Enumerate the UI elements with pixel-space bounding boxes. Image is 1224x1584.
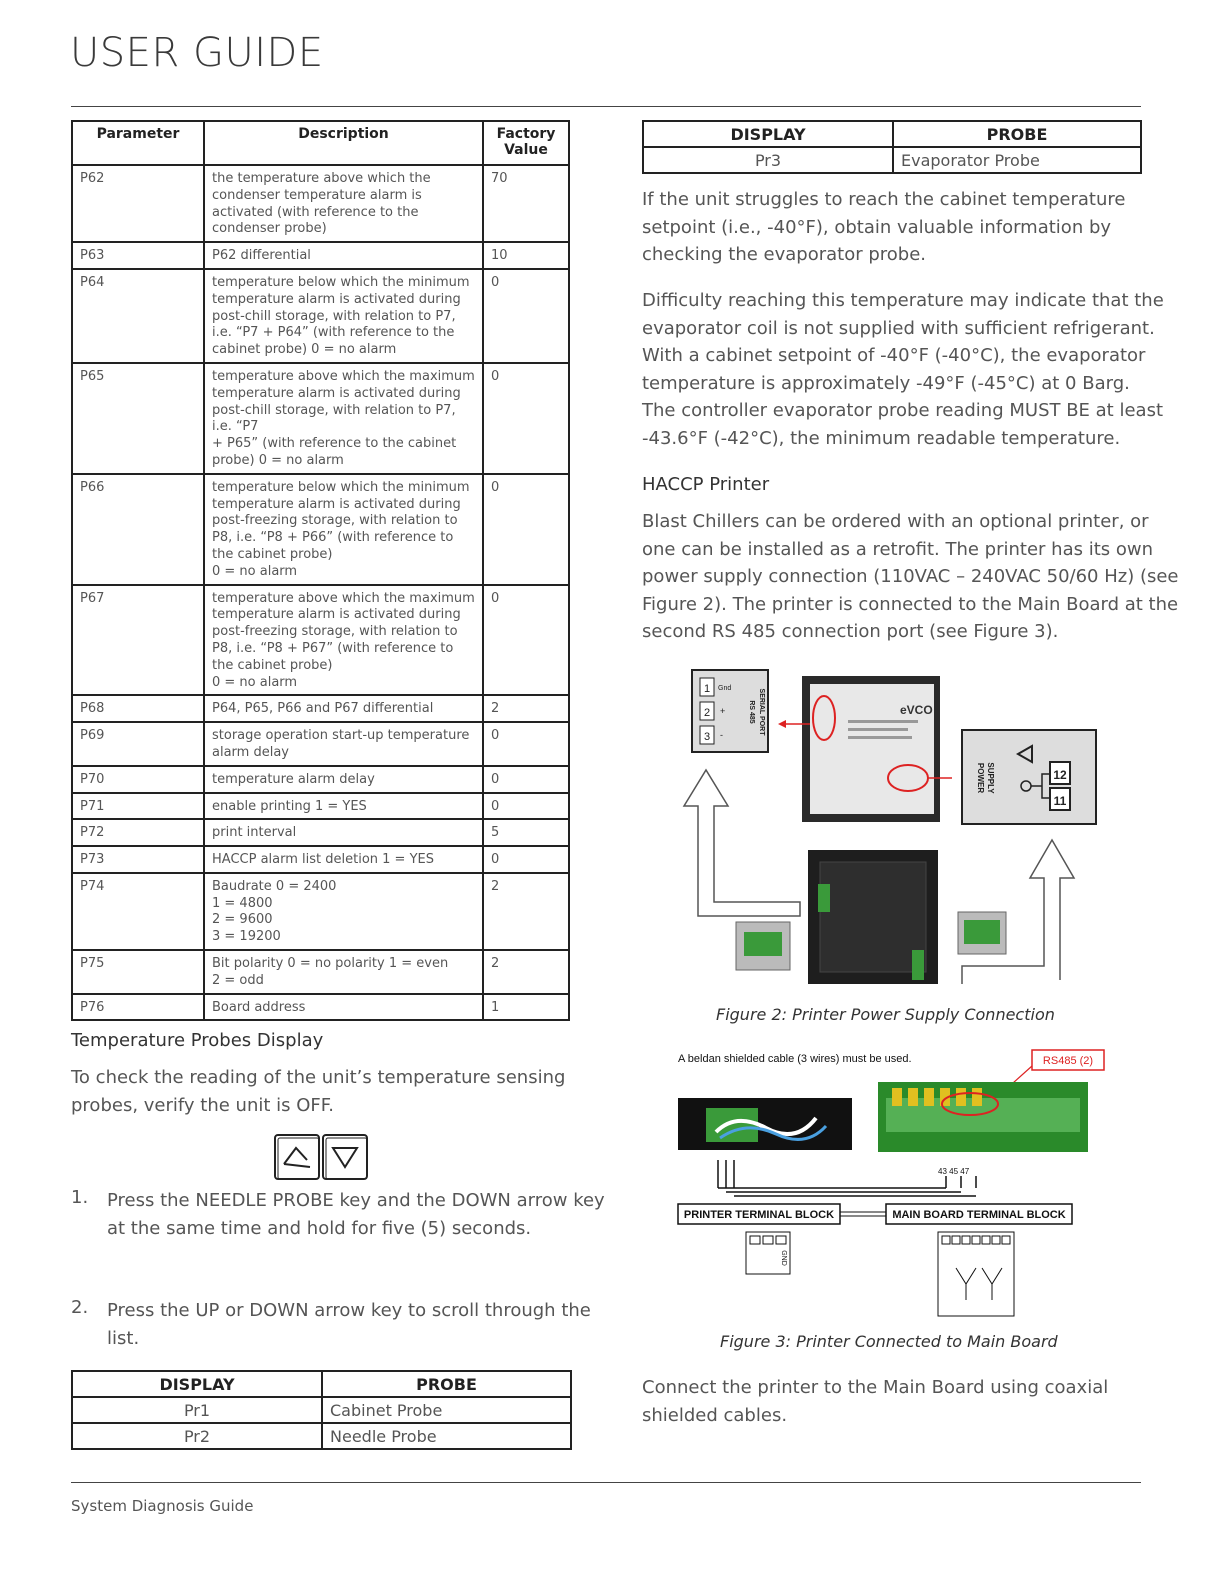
column-header-display: DISPLAY bbox=[72, 1371, 322, 1397]
parameter-description: P64, P65, P66 and P67 differential bbox=[204, 695, 483, 722]
parameter-code: P76 bbox=[72, 994, 204, 1021]
table-row bbox=[72, 695, 569, 722]
table-row bbox=[72, 846, 569, 873]
factory-value: 1 bbox=[483, 994, 569, 1021]
parameter-code: P64 bbox=[72, 269, 204, 363]
parameter-description: print interval bbox=[204, 819, 483, 846]
table-row bbox=[72, 994, 569, 1021]
step-2-number: 2. bbox=[71, 1297, 89, 1318]
parameter-code: P62 bbox=[72, 165, 204, 242]
column-header-factory-value: Factory Value bbox=[483, 121, 569, 165]
parameter-code: P65 bbox=[72, 363, 204, 474]
parameter-description: HACCP alarm list deletion 1 = YES bbox=[204, 846, 483, 873]
footer-text: System Diagnosis Guide bbox=[71, 1497, 254, 1515]
svg-text:RS485 (2): RS485 (2) bbox=[1042, 1055, 1094, 1067]
step-2-text: Press the UP or DOWN arrow key to scroll through the list. bbox=[107, 1300, 591, 1349]
factory-value: 5 bbox=[483, 819, 569, 846]
probe-name: Needle Probe bbox=[322, 1423, 571, 1449]
svg-text:Gnd: Gnd bbox=[718, 685, 732, 692]
probe-name: Cabinet Probe bbox=[322, 1397, 571, 1423]
table-row bbox=[72, 819, 569, 846]
factory-value: 0 bbox=[483, 793, 569, 820]
svg-text:2: 2 bbox=[703, 707, 711, 719]
table-row bbox=[72, 950, 569, 994]
table-row bbox=[72, 873, 569, 950]
parameter-code: P75 bbox=[72, 950, 204, 994]
parameter-description: storage operation start-up temperature alarm delay bbox=[204, 722, 483, 766]
factory-value: 0 bbox=[483, 766, 569, 793]
svg-text:SUPPLY: SUPPLY bbox=[986, 762, 995, 794]
step-1-text: Press the NEEDLE PROBE key and the DOWN arrow key at the same time and hold for five (5) seconds. bbox=[107, 1190, 605, 1239]
parameter-description: Baudrate 0 = 2400 1 = 4800 2 = 9600 3 = 19200 bbox=[204, 873, 483, 950]
column-header-parameter: Parameter bbox=[72, 121, 204, 165]
parameter-code: P63 bbox=[72, 242, 204, 269]
factory-value: 0 bbox=[483, 269, 569, 363]
factory-value: 2 bbox=[483, 950, 569, 994]
figure-3-main-board-diagram bbox=[676, 1048, 1108, 1324]
column-header-probe: PROBE bbox=[322, 1371, 571, 1397]
table-row bbox=[643, 147, 1141, 173]
probes-intro-paragraph: To check the reading of the unit’s temperature sensing probes, verify the unit is OFF. bbox=[71, 1067, 566, 1116]
factory-value: 0 bbox=[483, 474, 569, 585]
factory-value: 0 bbox=[483, 722, 569, 766]
table-row bbox=[72, 165, 569, 242]
page-title: USER GUIDE bbox=[70, 30, 324, 76]
parameter-code: P69 bbox=[72, 722, 204, 766]
table-row bbox=[72, 363, 569, 474]
parameter-code: P73 bbox=[72, 846, 204, 873]
column-header-description: Description bbox=[204, 121, 483, 165]
parameter-description: P62 differential bbox=[204, 242, 483, 269]
table-row bbox=[72, 1397, 571, 1423]
factory-value: 0 bbox=[483, 585, 569, 696]
parameter-description: temperature alarm delay bbox=[204, 766, 483, 793]
svg-text:RS 485: RS 485 bbox=[748, 700, 755, 724]
parameter-code: P71 bbox=[72, 793, 204, 820]
svg-text:eVCO: eVCO bbox=[900, 703, 933, 717]
display-code: Pr1 bbox=[72, 1397, 322, 1423]
parameter-code: P68 bbox=[72, 695, 204, 722]
figure-3-caption: Figure 3: Printer Connected to Main Board bbox=[720, 1332, 1058, 1351]
parameter-code: P74 bbox=[72, 873, 204, 950]
table-header-row bbox=[72, 121, 569, 165]
table-row bbox=[72, 474, 569, 585]
svg-text:A beldan shielded cable (3 wir: A beldan shielded cable (3 wires) must be used. bbox=[678, 1053, 912, 1065]
table-row bbox=[72, 242, 569, 269]
svg-text:-: - bbox=[720, 730, 723, 740]
factory-value: 70 bbox=[483, 165, 569, 242]
header-divider bbox=[71, 106, 1141, 107]
factory-value: 0 bbox=[483, 846, 569, 873]
svg-text:3: 3 bbox=[703, 731, 711, 743]
table-row bbox=[72, 766, 569, 793]
coaxial-paragraph: Connect the printer to the Main Board using coaxial shielded cables. bbox=[642, 1377, 1109, 1426]
svg-text:GND: GND bbox=[780, 1250, 787, 1266]
figure-2-caption: Figure 2: Printer Power Supply Connection bbox=[716, 1005, 1055, 1024]
table-row bbox=[72, 1423, 571, 1449]
parameter-description: enable printing 1 = YES bbox=[204, 793, 483, 820]
probe-table-right bbox=[642, 120, 1142, 174]
table-row bbox=[72, 269, 569, 363]
section-heading-temperature-probes: Temperature Probes Display bbox=[71, 1030, 324, 1051]
figure-2-power-supply-diagram bbox=[678, 666, 1098, 992]
down-arrow-key-icon bbox=[323, 1135, 367, 1179]
step-1-number: 1. bbox=[71, 1187, 89, 1208]
parameter-description: temperature above which the maximum temperature alarm is activated during post-freezing storage, with relation to P8, i.e. “P8 + P67” (with reference to the cabinet probe) 0 = no alarm bbox=[204, 585, 483, 696]
parameter-code: P72 bbox=[72, 819, 204, 846]
parameter-code: P66 bbox=[72, 474, 204, 585]
evaporator-paragraph-2: Difficulty reaching this temperature may indicate that the evaporator coil is not supplied with sufficient refrigerant. With a cabinet setpoint of -40°F (-40°C), the evaporator temperature is approximately -49°F (-45°C) at 0 Barg. The controller evaporator probe reading MUST BE at least -43.6°F (-42°C), the minimum readable temperature. bbox=[642, 290, 1164, 449]
parameter-description: the temperature above which the condenser temperature alarm is activated (with reference to the condenser probe) bbox=[204, 165, 483, 242]
svg-text:1: 1 bbox=[703, 683, 711, 695]
factory-value: 2 bbox=[483, 695, 569, 722]
printer-paragraph: Blast Chillers can be ordered with an optional printer, or one can be installed as a retrofit. The printer has its own power supply connection (110VAC – 240VAC 50/60 Hz) (see Figure 2). The printer is connected to the Main Board at the second RS 485 connection port (see Figure 3). bbox=[642, 511, 1179, 643]
svg-text:43 45 47: 43 45 47 bbox=[938, 1167, 970, 1176]
section-heading-haccp-printer: HACCP Printer bbox=[642, 474, 770, 495]
table-row bbox=[72, 722, 569, 766]
svg-text:11: 11 bbox=[1053, 794, 1067, 808]
parameter-table bbox=[71, 120, 570, 1021]
parameter-description: temperature above which the maximum temperature alarm is activated during post-chill storage, with relation to P7, i.e. “P7 + P65” (with reference to the cabinet probe) 0 = no alarm bbox=[204, 363, 483, 474]
probe-table-left bbox=[71, 1370, 572, 1450]
parameter-description: temperature below which the minimum temperature alarm is activated during post-chill storage, with relation to P7, i.e. “P7 + P64” (with reference to the cabinet probe) 0 = no alarm bbox=[204, 269, 483, 363]
key-icons bbox=[274, 1134, 368, 1186]
svg-text:PRINTER TERMINAL BLOCK: PRINTER TERMINAL BLOCK bbox=[683, 1209, 835, 1221]
factory-value: 2 bbox=[483, 873, 569, 950]
probe-name: Evaporator Probe bbox=[893, 147, 1141, 173]
parameter-description: Board address bbox=[204, 994, 483, 1021]
footer-divider bbox=[71, 1482, 1141, 1483]
table-row bbox=[72, 585, 569, 696]
needle-probe-key-icon bbox=[275, 1135, 319, 1179]
parameter-code: P67 bbox=[72, 585, 204, 696]
parameter-code: P70 bbox=[72, 766, 204, 793]
svg-text:POWER: POWER bbox=[976, 762, 985, 794]
table-row bbox=[72, 793, 569, 820]
column-header-probe: PROBE bbox=[893, 121, 1141, 147]
svg-text:12: 12 bbox=[1053, 768, 1067, 782]
column-header-display: DISPLAY bbox=[643, 121, 893, 147]
svg-text:MAIN BOARD TERMINAL BLOCK: MAIN BOARD TERMINAL BLOCK bbox=[892, 1209, 1066, 1221]
parameter-description: temperature below which the minimum temperature alarm is activated during post-freezing storage, with relation to P8, i.e. “P8 + P66” (with reference to the cabinet probe) 0 = no alarm bbox=[204, 474, 483, 585]
display-code: Pr3 bbox=[643, 147, 893, 173]
parameter-description: Bit polarity 0 = no polarity 1 = even 2 = odd bbox=[204, 950, 483, 994]
svg-text:+: + bbox=[720, 706, 726, 716]
display-code: Pr2 bbox=[72, 1423, 322, 1449]
svg-text:SERIAL PORT: SERIAL PORT bbox=[758, 688, 765, 736]
factory-value: 0 bbox=[483, 363, 569, 474]
factory-value: 10 bbox=[483, 242, 569, 269]
evaporator-paragraph-1: If the unit struggles to reach the cabinet temperature setpoint (i.e., -40°F), obtain valuable information by checking the evaporator probe. bbox=[642, 189, 1126, 266]
